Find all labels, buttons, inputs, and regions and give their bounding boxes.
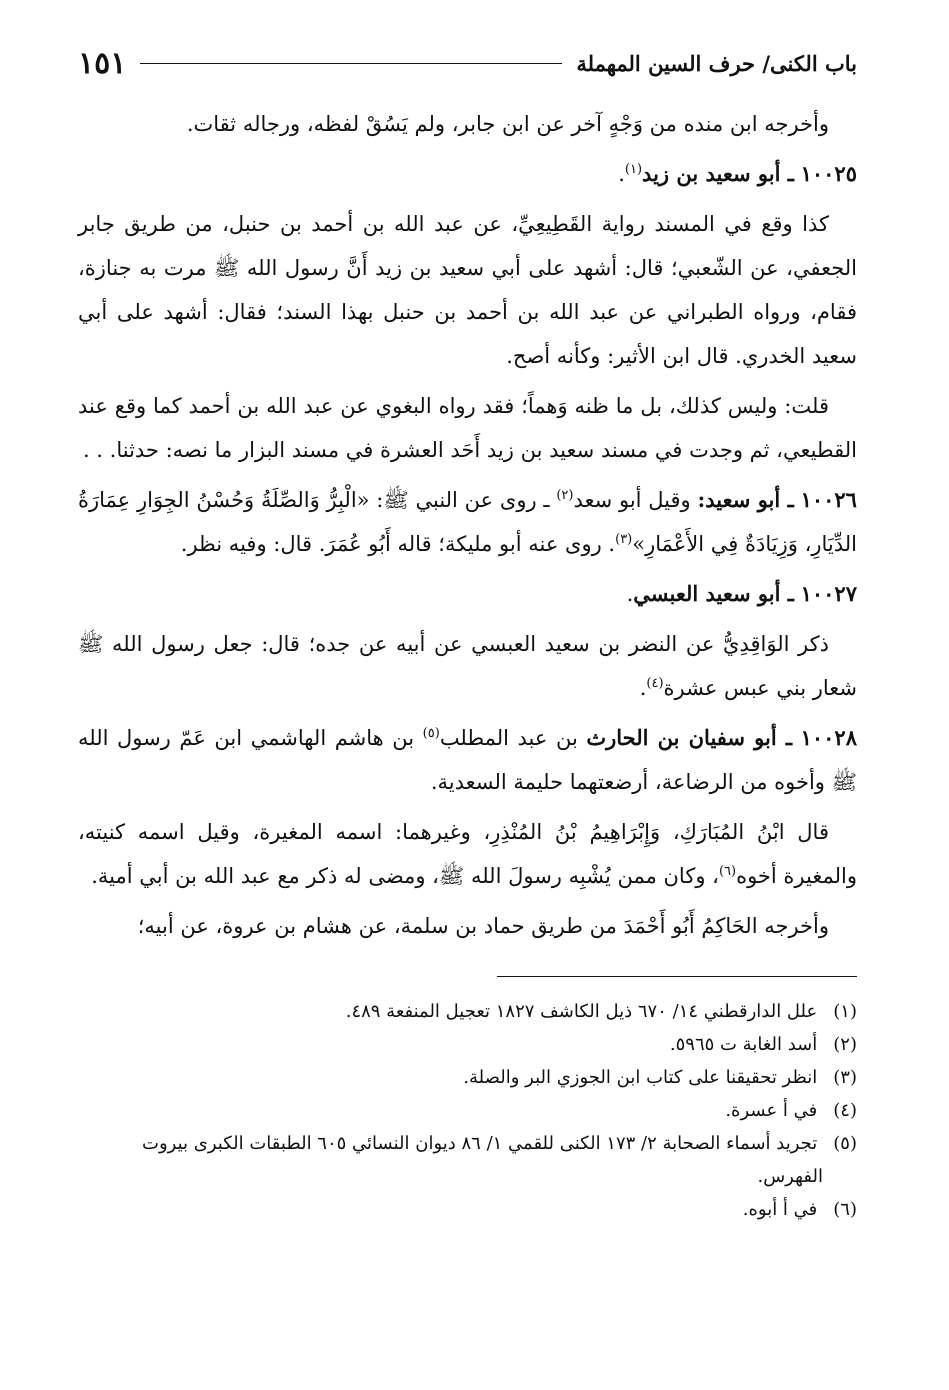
paragraph: وأخرجه ابن منده من وَجْهٍ آخر عن ابن جابر، ولم يَسُقْ لفظه، ورجاله ثقات. xyxy=(186,112,829,136)
footnote xyxy=(78,1127,857,1193)
entry-number: ١٠٠٢٥ xyxy=(800,161,857,186)
footnote-text: في أ أبوه. xyxy=(742,1199,818,1220)
entry-heading: ١٠٠٢٥ ـ أبو سعيد بن زيد$^{(١)}$. xyxy=(618,161,857,186)
footnote-separator xyxy=(497,976,857,977)
footnote-text: علل الدارقطني ١٤/ ٦٧٠ ذيل الكاشف ١٨٢٧ تعجيل المنفعة ٤٨٩. xyxy=(345,1001,818,1022)
body-text xyxy=(78,102,857,948)
paragraph: قال ابْنُ المُبَارَكِ، وَإِبْرَاهِيمُ بْنُ المُنْذِرِ، وغيرهما: اسمه المغيرة، وقيل اسمه كنيته، والمغيرة أخوه$^{(٦)}$، وكان ممن يُشْبِه رسولَ الله ﷺ، ومضى له ذكر مع عبد الله بن أبي أمية. xyxy=(78,820,857,888)
footnote-continuation: الفهرس. xyxy=(757,1166,823,1187)
footnote-ref: (٤) xyxy=(646,676,664,691)
footnote-number: (٢) xyxy=(833,1034,857,1055)
entry-name: أبو سعيد: xyxy=(697,487,781,512)
footnote-number: (١) xyxy=(833,1001,857,1022)
footnote-ref: (٦) xyxy=(718,864,737,879)
paragraph: وأخرجه الحَاكِمُ أَبُو أَحْمَدَ من طريق حماد بن سلمة، عن هشام بن عروة، عن أبيه؛ xyxy=(137,914,829,938)
entry-number: ١٠٠٢٧ xyxy=(800,581,857,606)
entry-name: أبو سفيان بن الحارث xyxy=(586,725,777,750)
footnote-number: (٦) xyxy=(833,1199,857,1220)
running-title: باب الكنى/ حرف السين المهملة xyxy=(576,50,857,76)
paragraph: قلت: وليس كذلك، بل ما ظنه وَهماً؛ فقد رواه البغوي عن عبد الله بن أحمد كما وقع عند القطيعي، ثم وجدت في مسند سعيد بن زيد أَحَد العشرة في مسند البزار ما نصه: حدثنا. . . xyxy=(78,394,857,462)
footnote-text: في أ عسرة. xyxy=(725,1100,818,1121)
header-rule xyxy=(140,63,562,64)
entry-heading: ١٠٠٢٧ ـ أبو سعيد العبسي. xyxy=(626,581,857,606)
footnote xyxy=(78,1193,857,1226)
footnote xyxy=(78,1094,857,1127)
entry-number: ١٠٠٢٨ xyxy=(800,725,857,750)
footnote-ref: (٣) xyxy=(615,532,633,547)
footnote-ref: (٥) xyxy=(422,726,440,741)
footnote-ref: (٢) xyxy=(556,488,574,503)
entry-heading: ١٠٠٢٦ ـ أبو سعيد: وقيل أبو سعد$^{(٢)}$ ـ روى عن النبي ﷺ: «الْبِرُّ وَالصِّلَةُ وَحُسْنُ الجِوَارِ عِمَارَةُ الدِّيَارِ، وَزِيَادَةٌ فِي الأَعْمَارِ»$^{(٣)}$. روى عنه أبو مليكة؛ قاله أَبُو عُمَرَ. قال: وفيه نظر. xyxy=(78,487,857,556)
footnote-text: انظر تحقيقنا على كتاب ابن الجوزي البر والصلة. xyxy=(463,1067,818,1088)
page-header xyxy=(78,40,857,86)
entry-number: ١٠٠٢٦ xyxy=(800,487,857,512)
footnote-number: (٥) xyxy=(833,1133,857,1154)
footnote xyxy=(78,995,857,1028)
entry-heading: ١٠٠٢٨ ـ أبو سفيان بن الحارث بن عبد المطلب$^{(٥)}$ بن هاشم الهاشمي ابن عَمّ رسول الله ﷺ وأخوه من الرضاعة، أرضعتهما حليمة السعدية. xyxy=(78,725,857,794)
footnote xyxy=(78,1028,857,1061)
page-number: ١٥١ xyxy=(78,45,127,81)
footnote-number: (٤) xyxy=(833,1100,857,1121)
footnote xyxy=(78,1061,857,1094)
entry-name: أبو سعيد بن زيد xyxy=(642,161,781,186)
footnote-ref: (١) xyxy=(624,162,643,177)
footnote-number: (٣) xyxy=(833,1067,857,1088)
paragraph: كذا وقع في المسند رواية القَطِيعِيِّ، عن عبد الله بن أحمد بن حنبل، من طريق جابر الجعفي، عن الشّعبي؛ قال: أشهد على أبي سعيد بن زيد أَنَّ رسول الله ﷺ مرت به جنازة، فقام، ورواه الطبراني عن عبد الله بن أحمد بن حنبل بهذا السند؛ فقال: أشهد على أبي سعيد الخدري. قال ابن الأثير: وكأنه أصح. xyxy=(78,212,857,368)
paragraph: ذكر الوَاقِدِيُّ عن النضر بن سعيد العبسي عن أبيه عن جده؛ قال: جعل رسول الله ﷺ شعار بني عبس عشرة$^{(٤)}$. xyxy=(78,632,857,700)
footnotes xyxy=(78,995,857,1226)
footnote-text: أسد الغابة ت ٥٩٦٥. xyxy=(669,1034,818,1055)
entry-name: أبو سعيد العبسي xyxy=(633,581,781,606)
footnote-text: تجريد أسماء الصحابة ٢/ ١٧٣ الكنى للقمي ١/ ٨٦ ديوان النسائي ٦٠٥ الطبقات الكبرى بيروت xyxy=(142,1133,818,1154)
